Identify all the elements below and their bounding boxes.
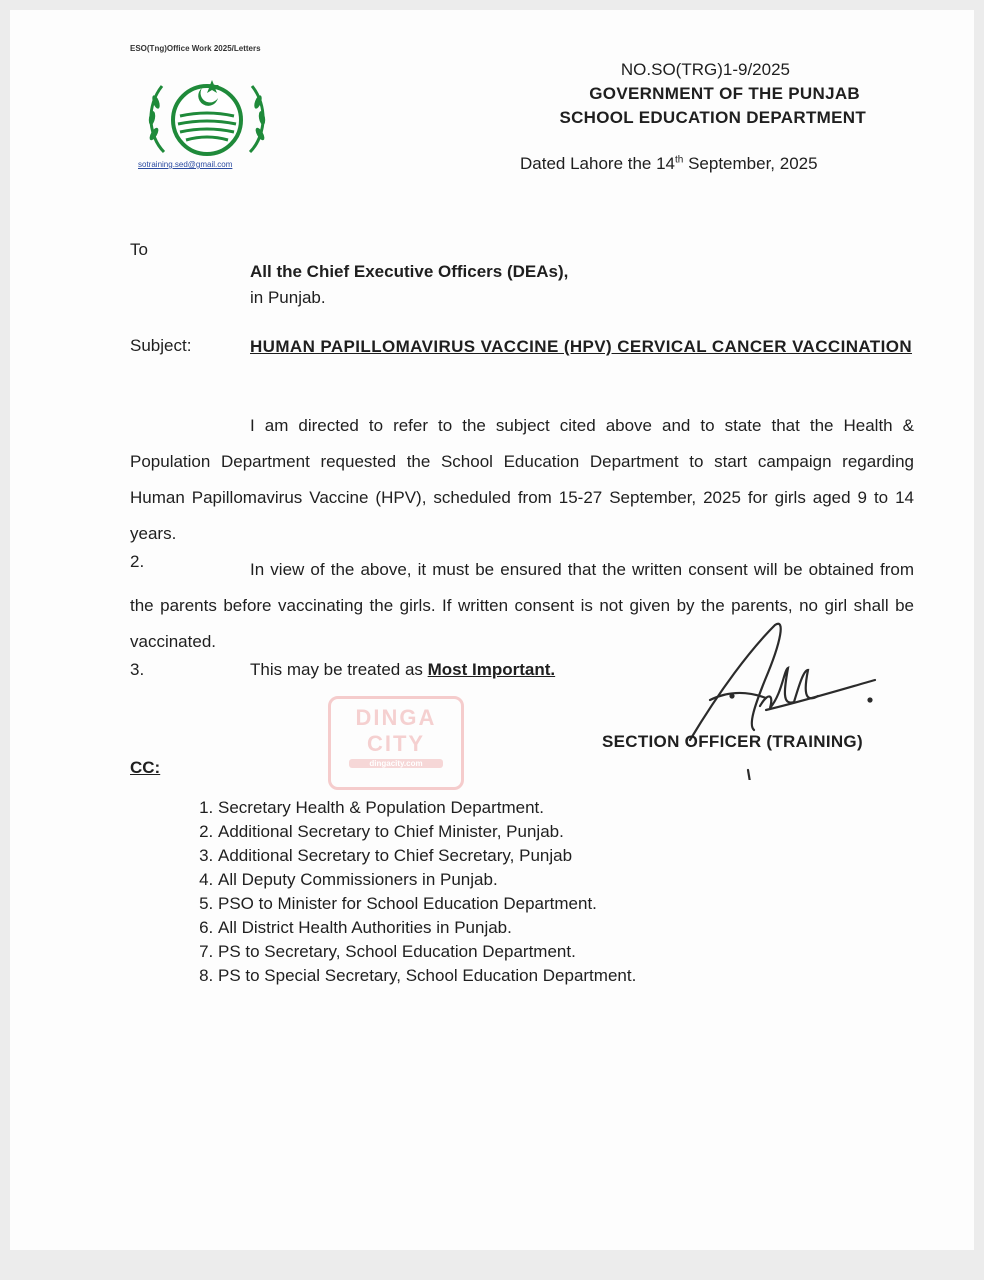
date-superscript: th bbox=[675, 154, 684, 166]
paragraph-1: I am directed to refer to the subject cited above and to state that the Health & Population Department requested the School Education Department to start campaign regarding Human Papillomavirus Vaccine (HPV), scheduled from 15-27 September, 2025 for girls aged 9 to 14 years. bbox=[130, 416, 914, 543]
date-line bbox=[520, 154, 818, 174]
paragraph-2: In view of the above, it must be ensured that the written consent will be obtained from the parents before vaccinating the girls. If written consent is not given by the parents, no girl shall be vaccinated. bbox=[130, 560, 914, 651]
cc-label: CC: bbox=[130, 758, 161, 777]
file-reference: ESO(Tng)Office Work 2025/Letters bbox=[130, 44, 261, 53]
paragraph-3-number: 3. bbox=[130, 660, 145, 679]
letter-page bbox=[10, 10, 974, 1250]
cc-list bbox=[190, 796, 636, 988]
to-label: To bbox=[130, 240, 148, 259]
cc-item: 2. Additional Secretary to Chief Minister, Punjab. bbox=[218, 820, 636, 844]
stamp-line-2: CITY bbox=[366, 731, 426, 756]
subject-text: HUMAN PAPILLOMAVIRUS VACCINE (HPV) CERVICAL CANCER VACCINATION bbox=[250, 337, 913, 356]
date-suffix: September, 2025 bbox=[683, 154, 818, 173]
signature-icon bbox=[670, 610, 880, 780]
priority-text: Most Important. bbox=[427, 660, 556, 679]
government-name: GOVERNMENT OF THE PUNJAB bbox=[589, 84, 860, 103]
reference-number: NO.SO(TRG)1-9/2025 bbox=[620, 60, 790, 79]
signatory-title: SECTION OFFICER (TRAINING) bbox=[602, 732, 863, 751]
recipient-location: in Punjab. bbox=[250, 288, 326, 307]
cc-item: 7. PS to Secretary, School Education Department. bbox=[218, 940, 636, 964]
logo-email: sotraining.sed@gmail.com bbox=[138, 160, 233, 169]
subject-label: Subject: bbox=[130, 336, 192, 355]
stamp-line-3: dingacity.com bbox=[349, 759, 443, 768]
cc-item: 1. Secretary Health & Population Department. bbox=[218, 796, 636, 820]
stamp-line-1: DINGA bbox=[355, 705, 437, 730]
cc-item: 5. PSO to Minister for School Education Department. bbox=[218, 892, 636, 916]
date-prefix: Dated Lahore the 14 bbox=[520, 154, 676, 173]
cc-item: 4. All Deputy Commissioners in Punjab. bbox=[218, 868, 636, 892]
paragraph-3 bbox=[250, 660, 555, 680]
department-name: SCHOOL EDUCATION DEPARTMENT bbox=[559, 108, 866, 127]
cc-item: 8. PS to Special Secretary, School Education Department. bbox=[218, 964, 636, 988]
watermark-stamp bbox=[328, 696, 464, 790]
cc-item: 3. Additional Secretary to Chief Secretary, Punjab bbox=[218, 844, 636, 868]
paragraph-2-number: 2. bbox=[130, 552, 145, 571]
paragraph-3-text: This may be treated as bbox=[250, 660, 428, 679]
cc-item: 6. All District Health Authorities in Punjab. bbox=[218, 916, 636, 940]
recipient: All the Chief Executive Officers (DEAs), bbox=[250, 262, 569, 281]
